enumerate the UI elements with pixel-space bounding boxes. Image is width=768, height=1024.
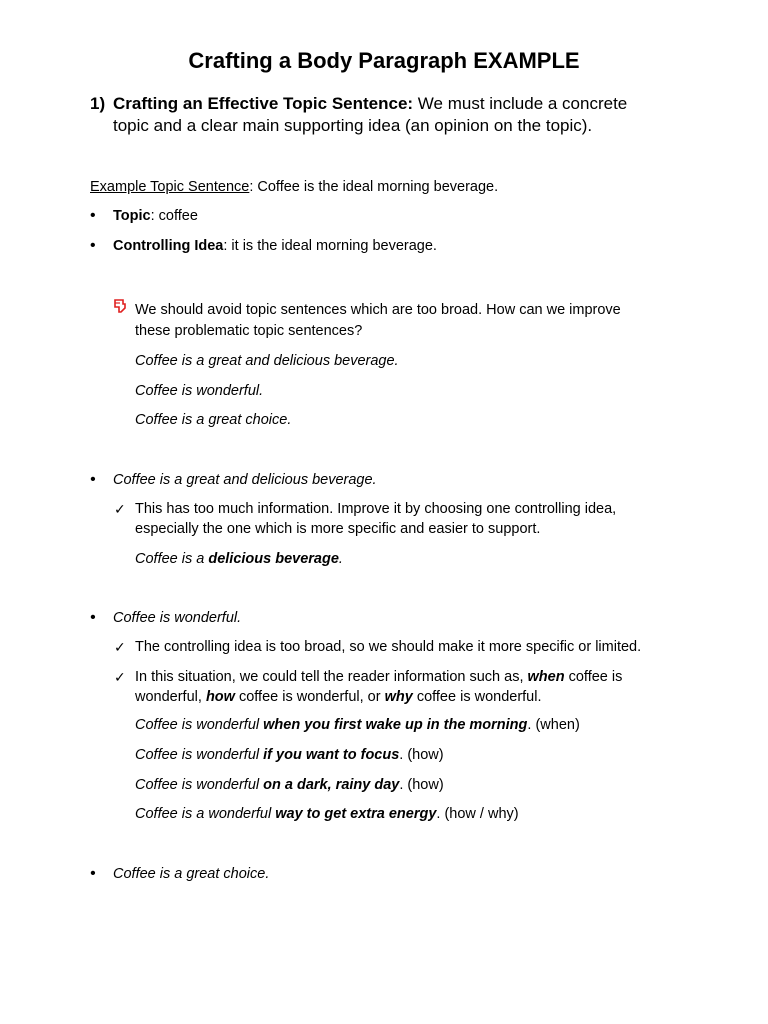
check-icon: ✓ bbox=[114, 669, 126, 685]
item2-ex2-post: . (how) bbox=[399, 747, 444, 763]
example-topic-sentence bbox=[90, 177, 498, 197]
item2-ex3-bold: on a dark, rainy day bbox=[263, 777, 400, 793]
controlling-idea-item bbox=[113, 236, 437, 256]
item2-ex1-post: . (when) bbox=[527, 717, 580, 733]
example-sentence: : Coffee is the ideal morning beverage. bbox=[249, 179, 499, 195]
note-example-1: Coffee is a great and delicious beverage. bbox=[135, 353, 399, 369]
item2-check2-b: coffee is bbox=[564, 669, 623, 685]
controlling-value: : it is the ideal morning beverage. bbox=[223, 238, 437, 254]
note-example-2: Coffee is wonderful. bbox=[135, 383, 264, 399]
item2-example-4 bbox=[135, 804, 519, 824]
item2-check2-a: In this situation, we could tell the reader information such as, bbox=[135, 669, 528, 685]
item2-check2-c: wonderful, bbox=[135, 689, 206, 705]
item1-fix-pre: Coffee is a bbox=[135, 551, 209, 567]
item2-ex2-pre: Coffee is wonderful bbox=[135, 747, 264, 763]
item2-ex4-post: . (how / why) bbox=[436, 806, 519, 822]
item2-check1: The controlling idea is too broad, so we should make it more specific or limited. bbox=[135, 639, 642, 655]
topic-label: Topic bbox=[113, 208, 151, 224]
item2-check2-why: why bbox=[384, 689, 413, 705]
controlling-label: Controlling Idea bbox=[113, 238, 224, 254]
note-example-3: Coffee is a great choice. bbox=[135, 412, 292, 428]
note-line2: these problematic topic sentences? bbox=[135, 323, 363, 339]
item2-ex1-bold: when you first wake up in the morning bbox=[263, 717, 528, 733]
item2-ex1-pre: Coffee is wonderful bbox=[135, 717, 264, 733]
note-line1: We should avoid topic sentences which are too broad. How can we improve bbox=[135, 302, 621, 318]
item2-check2-line2 bbox=[135, 687, 542, 707]
item2-check2-d: coffee is wonderful, or bbox=[234, 689, 385, 705]
hand-pointing-icon bbox=[114, 299, 126, 313]
page-title: Crafting a Body Paragraph EXAMPLE bbox=[188, 48, 580, 73]
check-icon: ✓ bbox=[114, 501, 126, 517]
item1-check-line2: especially the one which is more specific and easier to support. bbox=[135, 521, 541, 537]
section-heading-bold: Crafting an Effective Topic Sentence: bbox=[113, 94, 414, 113]
item2-example-2 bbox=[135, 745, 444, 765]
example-label: Example Topic Sentence bbox=[90, 179, 250, 195]
item2-check2-line1 bbox=[135, 667, 622, 687]
item2-ex4-bold: way to get extra energy bbox=[275, 806, 437, 822]
item2-ex3-pre: Coffee is wonderful bbox=[135, 777, 264, 793]
bullet-icon: • bbox=[90, 471, 96, 488]
bullet-icon: • bbox=[90, 237, 96, 254]
bullet-icon: • bbox=[90, 609, 96, 626]
item2-check2-e: coffee is wonderful. bbox=[412, 689, 542, 705]
item2-check2-how: how bbox=[205, 689, 235, 705]
item1-check-line1: This has too much information. Improve it by choosing one controlling idea, bbox=[135, 501, 617, 517]
topic-item bbox=[113, 206, 198, 226]
section-number: 1) bbox=[90, 94, 106, 113]
section-heading-rest: We must include a concrete bbox=[413, 94, 628, 113]
item1-bullet: Coffee is a great and delicious beverage. bbox=[113, 472, 377, 488]
item2-ex2-bold: if you want to focus bbox=[263, 747, 400, 763]
topic-value: : coffee bbox=[150, 208, 198, 224]
item1-fix bbox=[135, 549, 343, 569]
item2-ex3-post: . (how) bbox=[399, 777, 444, 793]
item1-fix-bold: delicious beverage bbox=[208, 551, 339, 567]
item1-fix-post: . bbox=[338, 551, 343, 567]
bullet-icon: • bbox=[90, 865, 96, 882]
item2-example-3 bbox=[135, 775, 444, 795]
section-heading-line2: topic and a clear main supporting idea (an opinion on the topic). bbox=[113, 116, 593, 135]
check-icon: ✓ bbox=[114, 639, 126, 655]
item2-bullet: Coffee is wonderful. bbox=[113, 610, 242, 626]
item2-check2-when: when bbox=[527, 669, 565, 685]
item3-bullet: Coffee is a great choice. bbox=[113, 866, 270, 882]
item2-example-1 bbox=[135, 715, 580, 735]
item2-ex4-pre: Coffee is a wonderful bbox=[135, 806, 276, 822]
section-heading-line1 bbox=[113, 93, 627, 115]
bullet-icon: • bbox=[90, 207, 96, 224]
